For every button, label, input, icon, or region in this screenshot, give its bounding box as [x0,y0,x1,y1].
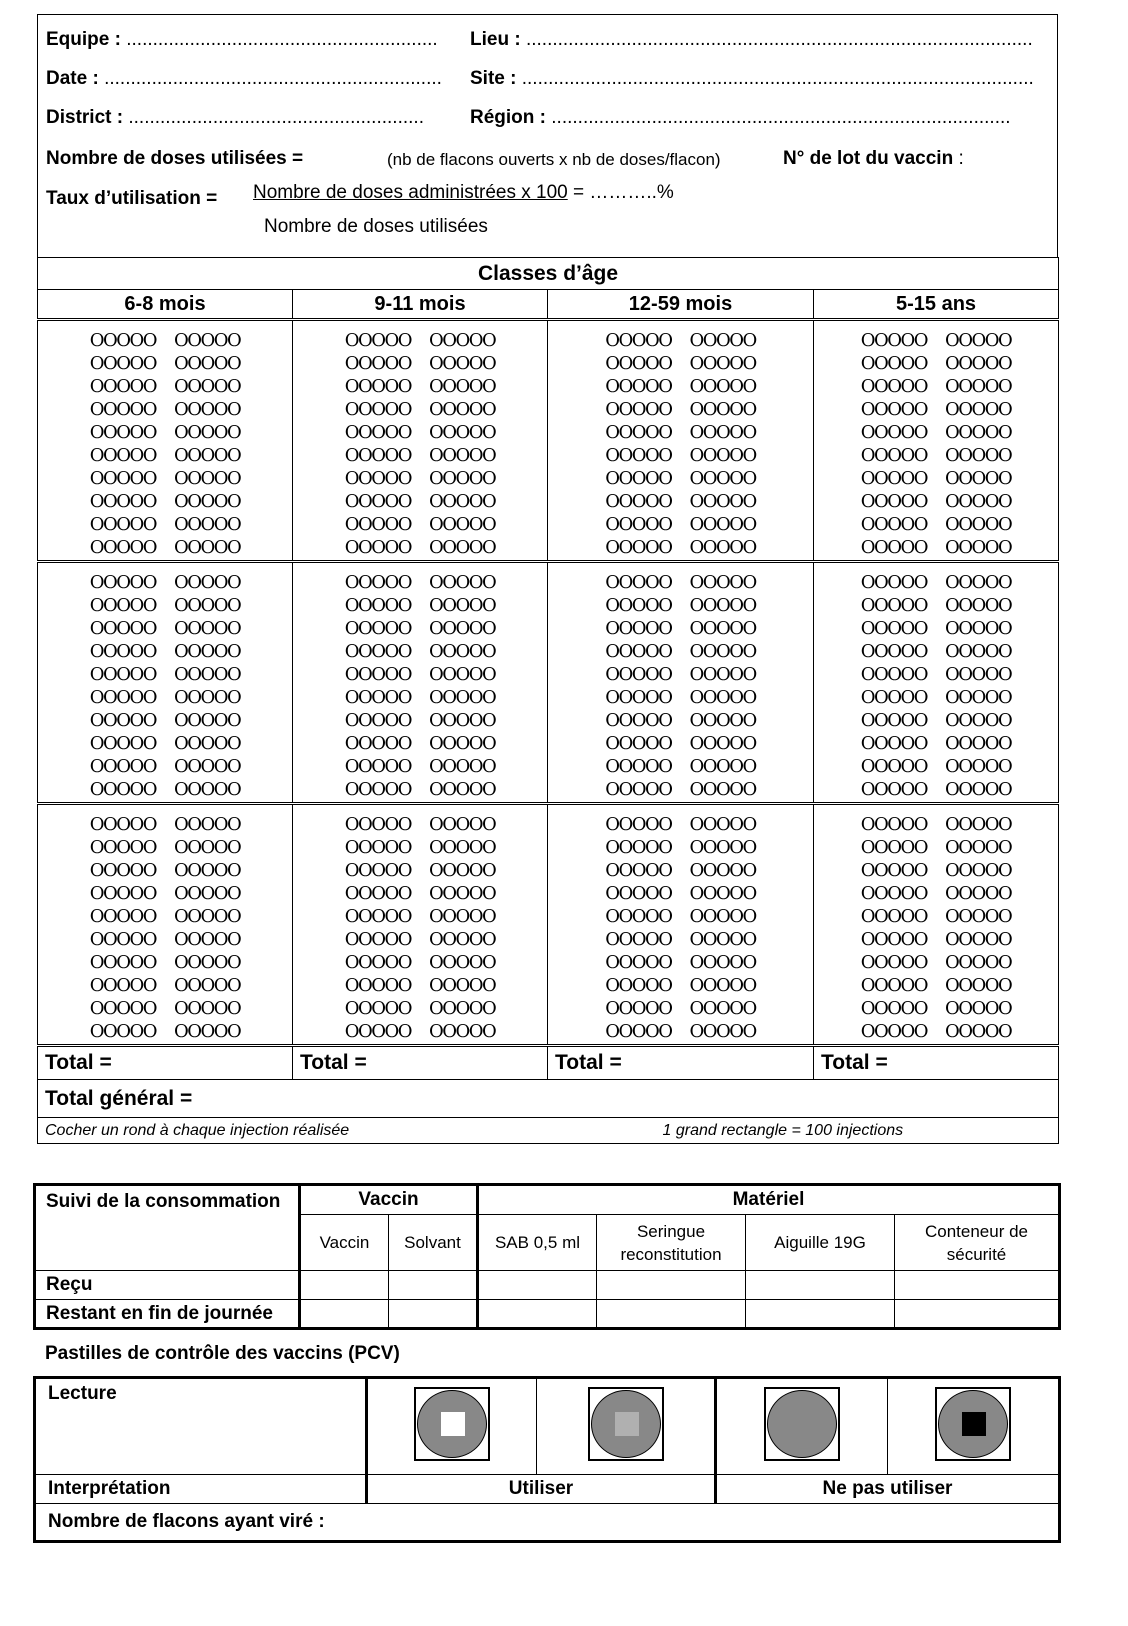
circle-row[interactable]: OOOOO OOOOO [860,975,1012,996]
row-label-recu: Reçu [35,1271,300,1300]
col-aiguille: Aiguille 19G [746,1215,895,1271]
circle-row[interactable]: OOOOO OOOOO [89,1021,241,1042]
taux-numerator: Nombre de doses administrées x 100 [253,182,568,203]
circle-row[interactable]: OOOOO OOOOO [860,664,1012,685]
col-vaccin: Vaccin [300,1215,389,1271]
tally-grid[interactable] [814,562,1059,804]
doses-label: Nombre de doses utilisées = [46,148,304,169]
circle-row[interactable]: OOOOO OOOOO [860,906,1012,927]
circle-row[interactable]: OOOOO OOOOO [860,491,1012,512]
circle-row[interactable]: OOOOO OOOOO [344,330,496,351]
doses-formula: (nb de flacons ouverts x nb de doses/flacon) [387,150,721,169]
tally-grid[interactable] [548,320,814,562]
vvm-cell [537,1378,716,1475]
circle-row[interactable]: OOOOO OOOOO [605,756,756,777]
circle-row[interactable]: OOOOO OOOOO [89,733,241,754]
circle-row[interactable]: OOOOO OOOOO [605,641,756,662]
circle-row[interactable]: OOOOO OOOOO [344,860,496,881]
age-header-6-8: 6-8 mois [38,290,293,320]
circle-row[interactable]: OOOOO OOOOO [344,837,496,858]
equipe-label: Equipe : [46,29,121,50]
equipe-row [46,29,438,51]
circle-row[interactable]: OOOOO OOOOO [860,733,1012,754]
circle-row[interactable]: OOOOO OOOOO [344,514,496,535]
tally-grid[interactable] [38,804,293,1046]
vvm-square-matching-icon [764,1387,840,1461]
age-header-9-11: 9-11 mois [293,290,548,320]
circle-row[interactable]: OOOOO OOOOO [605,952,756,973]
circle-row[interactable]: OOOOO OOOOO [605,906,756,927]
tally-grid[interactable] [814,804,1059,1046]
site-label: Site : [470,68,517,89]
reading-label: Lecture [35,1378,367,1475]
circle-row[interactable]: OOOOO OOOOO [860,399,1012,420]
circle-row[interactable]: OOOOO OOOOO [344,998,496,1019]
circle-row[interactable]: OOOOO OOOOO [89,814,241,835]
region-field[interactable]: ....................................................................................... [551,107,1011,128]
circle-row[interactable]: OOOOO OOOOO [344,664,496,685]
circle-row[interactable]: OOOOO OOOOO [89,445,241,466]
col-sab: SAB 0,5 ml [478,1215,597,1271]
circle-row[interactable]: OOOOO OOOOO [344,595,496,616]
circle-row[interactable]: OOOOO OOOOO [344,929,496,950]
circle-row[interactable]: OOOOO OOOOO [89,883,241,904]
circle-row[interactable]: OOOOO OOOOO [89,618,241,639]
lieu-label: Lieu : [470,29,521,50]
cell-recu-vaccin[interactable] [300,1271,389,1300]
lot-label: N° de lot du vaccin [783,148,954,169]
circle-row[interactable]: OOOOO OOOOO [605,399,756,420]
tally-grid[interactable] [38,320,293,562]
circle-row[interactable]: OOOOO OOOOO [860,710,1012,731]
lieu-row [470,29,1033,51]
pcv-title: Pastilles de contrôle des vaccins (PCV) [45,1343,400,1364]
cell-restant-seringue[interactable] [597,1300,746,1329]
circle-row[interactable]: OOOOO OOOOO [605,330,756,351]
circle-row[interactable]: OOOOO OOOOO [605,687,756,708]
col-solvant: Solvant [389,1215,478,1271]
circle-row[interactable]: OOOOO OOOOO [605,779,756,800]
lot-colon: : [953,148,964,169]
tally-table [37,257,1059,1144]
circle-row[interactable]: OOOOO OOOOO [344,376,496,397]
circle-row[interactable]: OOOOO OOOOO [89,491,241,512]
circle-row[interactable]: OOOOO OOOOO [344,618,496,639]
vvm-square-light-grey-icon [588,1387,664,1461]
circle-row[interactable]: OOOOO OOOOO [860,687,1012,708]
doses-row [46,148,303,170]
circle-row[interactable]: OOOOO OOOOO [89,975,241,996]
group-vaccin: Vaccin [300,1185,478,1215]
note-left: Cocher un rond à chaque injection réalisée [45,1121,350,1139]
circle-row[interactable]: OOOOO OOOOO [860,929,1012,950]
circle-row[interactable]: OOOOO OOOOO [89,860,241,881]
circle-row[interactable]: OOOOO OOOOO [605,1021,756,1042]
interpretation-label: Interprétation [35,1475,367,1504]
circle-row[interactable]: OOOOO OOOOO [344,814,496,835]
circle-row[interactable]: OOOOO OOOOO [860,1021,1012,1042]
cell-recu-sab[interactable] [478,1271,597,1300]
circle-row[interactable]: OOOOO OOOOO [89,399,241,420]
circle-row[interactable]: OOOOO OOOOO [860,618,1012,639]
taux-fraction [253,182,674,204]
circle-row[interactable]: OOOOO OOOOO [605,710,756,731]
use-label: Utiliser [367,1475,716,1504]
circle-row[interactable]: OOOOO OOOOO [344,399,496,420]
circle-row[interactable]: OOOOO OOOOO [89,710,241,731]
circle-row[interactable]: OOOOO OOOOO [605,618,756,639]
circle-row[interactable]: OOOOO OOOOO [860,952,1012,973]
circle-row[interactable]: OOOOO OOOOO [344,468,496,489]
tally-block-1 [38,320,1059,562]
cell-restant-conteneur[interactable] [895,1300,1060,1329]
vvm-cell [888,1378,1060,1475]
circle-row[interactable]: OOOOO OOOOO [344,687,496,708]
circle-row[interactable]: OOOOO OOOOO [344,422,496,443]
region-label: Région : [470,107,546,128]
vvm-cell [716,1378,888,1475]
cell-recu-seringue[interactable] [597,1271,746,1300]
circle-row[interactable]: OOOOO OOOOO [344,537,496,558]
circle-row[interactable]: OOOOO OOOOO [605,595,756,616]
circle-row[interactable]: OOOOO OOOOO [860,468,1012,489]
total-9-11[interactable]: Total = [293,1046,548,1080]
site-row [470,68,1034,90]
tally-grid[interactable] [293,320,548,562]
cell-recu-conteneur[interactable] [895,1271,1060,1300]
tally-block-2 [38,562,1059,804]
circle-row[interactable]: OOOOO OOOOO [860,537,1012,558]
circle-row[interactable]: OOOOO OOOOO [344,641,496,662]
circle-row[interactable]: OOOOO OOOOO [860,756,1012,777]
vvm-square-white-icon [414,1387,490,1461]
grand-total[interactable]: Total général = [38,1080,1059,1118]
circle-row[interactable]: OOOOO OOOOO [860,814,1012,835]
total-5-15[interactable]: Total = [814,1046,1059,1080]
cell-restant-vaccin[interactable] [300,1300,389,1329]
site-field[interactable]: ................................................................................................. [521,68,1034,89]
tally-grid[interactable] [814,320,1059,562]
circle-row[interactable]: OOOOO OOOOO [860,353,1012,374]
circle-row[interactable]: OOOOO OOOOO [605,929,756,950]
circle-row[interactable]: OOOOO OOOOO [344,572,496,593]
circle-row[interactable]: OOOOO OOOOO [89,572,241,593]
circle-row[interactable]: OOOOO OOOOO [89,664,241,685]
circle-row[interactable]: OOOOO OOOOO [605,572,756,593]
circle-row[interactable]: OOOOO OOOOO [89,998,241,1019]
note-right: 1 grand rectangle = 100 injections [662,1121,904,1139]
circle-row[interactable]: OOOOO OOOOO [860,641,1012,662]
circle-row[interactable]: OOOOO OOOOO [860,779,1012,800]
circle-row[interactable]: OOOOO OOOOO [89,468,241,489]
circle-row[interactable]: OOOOO OOOOO [344,710,496,731]
circle-row[interactable]: OOOOO OOOOO [89,837,241,858]
row-label-restant: Restant en fin de journée [35,1300,300,1329]
taux-denominator: Nombre de doses utilisées [264,216,488,237]
circle-row[interactable]: OOOOO OOOOO [344,1021,496,1042]
date-label: Date : [46,68,99,89]
taux-label: Taux d’utilisation = [46,188,218,209]
circle-row[interactable]: OOOOO OOOOO [605,514,756,535]
circle-row[interactable]: OOOOO OOOOO [344,353,496,374]
circle-row[interactable]: OOOOO OOOOO [860,445,1012,466]
circle-row[interactable]: OOOOO OOOOO [89,641,241,662]
circle-row[interactable]: OOOOO OOOOO [605,491,756,512]
circle-row[interactable]: OOOOO OOOOO [860,595,1012,616]
consumption-title: Suivi de la consommation [35,1185,300,1271]
classes-title: Classes d’âge [38,258,1059,290]
tally-note [38,1118,1059,1144]
tally-grid[interactable] [293,804,548,1046]
circle-row[interactable]: OOOOO OOOOO [860,572,1012,593]
circle-row[interactable]: OOOOO OOOOO [605,860,756,881]
circle-row[interactable]: OOOOO OOOOO [605,664,756,685]
circle-row[interactable]: OOOOO OOOOO [89,929,241,950]
circle-row[interactable]: OOOOO OOOOO [89,353,241,374]
col-conteneur: Conteneur de sécurité [895,1215,1060,1271]
row-recu [35,1271,1060,1300]
tally-block-3 [38,804,1059,1046]
circle-row[interactable]: OOOOO OOOOO [605,975,756,996]
circle-row[interactable]: OOOOO OOOOO [344,883,496,904]
circle-row[interactable]: OOOOO OOOOO [605,468,756,489]
circle-row[interactable]: OOOOO OOOOO [89,537,241,558]
cell-recu-solvant[interactable] [389,1271,478,1300]
circle-row[interactable]: OOOOO OOOOO [605,422,756,443]
row-restant [35,1300,1060,1329]
circle-row[interactable]: OOOOO OOOOO [89,687,241,708]
circle-row[interactable]: OOOOO OOOOO [89,376,241,397]
date-row [46,68,442,90]
tally-grid[interactable] [293,562,548,804]
header-box [37,14,1058,258]
circle-row[interactable]: OOOOO OOOOO [89,330,241,351]
circle-row[interactable]: OOOOO OOOOO [344,906,496,927]
circle-row[interactable]: OOOOO OOOOO [344,952,496,973]
circle-row[interactable]: OOOOO OOOOO [89,514,241,535]
total-6-8[interactable]: Total = [38,1046,293,1080]
date-field[interactable]: ................................................................ [104,68,442,89]
group-materiel: Matériel [478,1185,1060,1215]
lieu-field[interactable]: ................................................................................................ [525,29,1033,50]
district-row [46,107,424,129]
circle-row[interactable]: OOOOO OOOOO [860,376,1012,397]
circle-row[interactable]: OOOOO OOOOO [344,975,496,996]
circle-row[interactable]: OOOOO OOOOO [344,779,496,800]
cell-recu-aiguille[interactable] [746,1271,895,1300]
circle-row[interactable]: OOOOO OOOOO [605,376,756,397]
circle-row[interactable]: OOOOO OOOOO [605,445,756,466]
cell-restant-solvant[interactable] [389,1300,478,1329]
circle-row[interactable]: OOOOO OOOOO [344,733,496,754]
vvm-square-black-icon [935,1387,1011,1461]
consumption-table [33,1183,1061,1330]
circle-row[interactable]: OOOOO OOOOO [344,445,496,466]
vials-changed-field[interactable]: Nombre de flacons ayant viré : [35,1504,1060,1542]
circle-row[interactable]: OOOOO OOOOO [860,330,1012,351]
age-header-5-15: 5-15 ans [814,290,1059,320]
circle-row[interactable]: OOOOO OOOOO [605,883,756,904]
cell-restant-sab[interactable] [478,1300,597,1329]
taux-row [46,188,217,210]
pcv-table [33,1376,1061,1543]
circle-row[interactable]: OOOOO OOOOO [860,514,1012,535]
tally-grid[interactable] [38,562,293,804]
circle-row[interactable]: OOOOO OOOOO [605,733,756,754]
circle-row[interactable]: OOOOO OOOOO [89,422,241,443]
circle-row[interactable]: OOOOO OOOOO [605,537,756,558]
do-not-use-label: Ne pas utiliser [716,1475,1060,1504]
circle-row[interactable]: OOOOO OOOOO [89,756,241,777]
col-seringue: Seringue reconstitution [597,1215,746,1271]
taux-result: = ………..% [567,182,674,203]
circle-row[interactable]: OOOOO OOOOO [89,595,241,616]
circle-row[interactable]: OOOOO OOOOO [344,491,496,512]
total-12-59[interactable]: Total = [548,1046,814,1080]
circle-row[interactable]: OOOOO OOOOO [89,952,241,973]
age-header-12-59: 12-59 mois [548,290,814,320]
circle-row[interactable]: OOOOO OOOOO [89,779,241,800]
district-label: District : [46,107,124,128]
vvm-cell [367,1378,537,1475]
circle-row[interactable]: OOOOO OOOOO [860,837,1012,858]
circle-row[interactable]: OOOOO OOOOO [860,422,1012,443]
circle-row[interactable]: OOOOO OOOOO [860,883,1012,904]
region-row [470,107,1011,129]
circle-row[interactable]: OOOOO OOOOO [344,756,496,777]
circle-row[interactable]: OOOOO OOOOO [605,353,756,374]
equipe-field[interactable]: ........................................................... [126,29,438,50]
cell-restant-aiguille[interactable] [746,1300,895,1329]
circle-row[interactable]: OOOOO OOOOO [605,837,756,858]
tally-grid[interactable] [548,562,814,804]
circle-row[interactable]: OOOOO OOOOO [860,998,1012,1019]
circle-row[interactable]: OOOOO OOOOO [860,860,1012,881]
circle-row[interactable]: OOOOO OOOOO [605,814,756,835]
tally-grid[interactable] [548,804,814,1046]
circle-row[interactable]: OOOOO OOOOO [89,906,241,927]
lot-row [783,148,964,170]
circle-row[interactable]: OOOOO OOOOO [605,998,756,1019]
district-field[interactable]: ........................................................ [128,107,424,128]
